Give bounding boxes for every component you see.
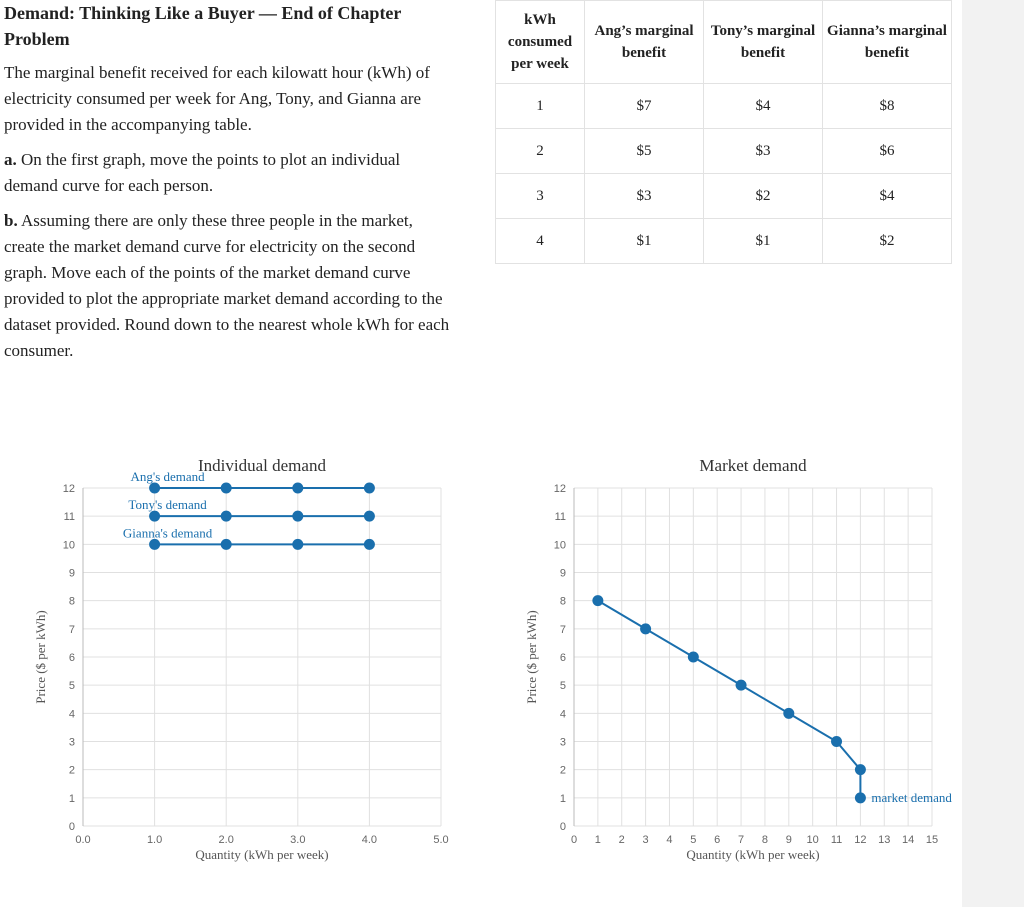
x-tick-label: 13 (878, 834, 891, 846)
x-tick-label: 3.0 (290, 834, 306, 846)
table-cell: 4 (496, 219, 585, 264)
table-cell: $2 (704, 174, 823, 219)
y-tick-label: 3 (559, 736, 566, 749)
y-axis-label: Price ($ per kWh) (524, 610, 539, 704)
gridlines (574, 488, 932, 826)
draggable-point[interactable] (855, 792, 866, 803)
x-tick-label: 2.0 (218, 834, 234, 846)
y-tick-label: 2 (559, 764, 566, 777)
problem-intro: The marginal benefit received for each kilowatt hour (kWh) of electricity consumed per week for Ang, Tony, and Gianna are provided in the accompanying table. (4, 63, 430, 134)
x-tick-label: 7 (738, 834, 745, 846)
x-tick-label: 0.0 (75, 834, 91, 846)
y-tick-label: 7 (68, 623, 75, 636)
table-cell: $7 (585, 84, 704, 129)
y-tick-label: 4 (559, 708, 566, 721)
x-tick-label: 1.0 (146, 834, 163, 846)
x-tick-label: 15 (925, 834, 939, 846)
table-cell: 3 (496, 174, 585, 219)
chart-title: Market demand (699, 456, 807, 475)
y-tick-label: 11 (63, 511, 75, 524)
x-tick-label: 1 (594, 834, 601, 846)
y-tick-label: 3 (68, 736, 75, 749)
x-tick-label: 11 (830, 834, 843, 846)
draggable-point[interactable] (736, 680, 747, 691)
x-tick-label: 4 (666, 834, 673, 846)
table-cell: $8 (823, 84, 952, 129)
y-tick-label: 2 (68, 764, 75, 777)
y-tick-label: 1 (68, 792, 75, 805)
table-cell: $3 (704, 129, 823, 174)
x-tick-label: 0 (570, 834, 578, 846)
y-tick-label: 0 (68, 821, 75, 833)
y-tick-label: 9 (559, 567, 566, 580)
right-sidebar (962, 0, 1024, 907)
table-cell: $4 (704, 84, 823, 129)
col-header-kwh: kWh consumed per week (496, 1, 585, 84)
y-tick-label: 12 (553, 483, 566, 495)
col-header-ang: Ang’s marginal benefit (585, 1, 704, 84)
y-tick-label: 6 (559, 652, 566, 664)
part-b-label: b. (4, 211, 18, 230)
y-axis-label: Price ($ per kWh) (33, 610, 48, 704)
series-label: Ang's demand (130, 469, 205, 484)
y-tick-label: 1 (559, 792, 566, 805)
table-cell: 2 (496, 129, 585, 174)
y-tick-label: 10 (62, 539, 75, 552)
x-tick-label: 5.0 (433, 834, 449, 846)
draggable-point[interactable] (831, 736, 842, 747)
draggable-point[interactable] (592, 595, 603, 606)
y-tick-label: 8 (559, 595, 566, 608)
y-tick-label: 7 (559, 623, 566, 636)
draggable-point[interactable] (855, 764, 866, 775)
problem-title: Demand: Thinking Like a Buyer — End of Chapter Problem (4, 3, 402, 49)
draggable-point[interactable] (640, 623, 651, 634)
y-tick-label: 5 (559, 680, 566, 693)
y-tick-label: 9 (68, 567, 75, 580)
x-tick-label: 10 (806, 834, 819, 846)
chart-title: Individual demand (198, 456, 326, 475)
draggable-point[interactable] (688, 652, 699, 663)
y-tick-label: 6 (68, 652, 75, 664)
series-line (598, 601, 861, 798)
col-header-tony: Tony’s marginal benefit (704, 1, 823, 84)
table-cell: $2 (823, 219, 952, 264)
part-b-text: Assuming there are only these three people in the market, create the market demand curve for electricity on the second graph. Move each of the points of the market demand curve provided to plot the appropriate market demand according to the dataset provided. Round down to the nearest whole kWh for each consumer. (4, 211, 450, 360)
x-tick-label: 2 (618, 834, 625, 846)
x-tick-label: 9 (785, 834, 792, 846)
series-label: market demand (871, 789, 952, 805)
y-tick-label: 11 (554, 511, 566, 524)
x-tick-label: 6 (714, 834, 721, 846)
y-tick-label: 8 (68, 595, 75, 608)
series-label: Tony's demand (128, 497, 207, 513)
table-cell: $5 (585, 129, 704, 174)
draggable-point[interactable] (783, 708, 794, 719)
x-tick-label: 8 (761, 834, 768, 846)
y-tick-label: 12 (62, 483, 75, 495)
table-cell: $4 (823, 174, 952, 219)
series-label: Gianna's demand (122, 525, 213, 541)
x-axis-label: Quantity (kWh per week) (195, 847, 329, 862)
x-tick-label: 3 (642, 834, 649, 846)
y-tick-label: 4 (68, 708, 75, 721)
table-cell: $1 (585, 219, 704, 264)
part-a-text: On the first graph, move the points to plot an individual demand curve for each person. (4, 150, 401, 195)
x-axis-label: Quantity (kWh per week) (686, 847, 820, 862)
x-tick-label: 14 (902, 834, 915, 846)
table-cell: $3 (585, 174, 704, 219)
x-tick-label: 5 (690, 834, 697, 846)
table-cell: 1 (496, 84, 585, 129)
table-cell: $6 (823, 129, 952, 174)
part-a-label: a. (4, 150, 17, 169)
table-cell: $1 (704, 219, 823, 264)
x-tick-label: 4.0 (361, 834, 378, 846)
y-tick-label: 0 (559, 821, 566, 833)
col-header-gianna: Gianna’s marginal benefit (823, 1, 952, 84)
y-tick-label: 5 (68, 680, 75, 693)
x-tick-label: 12 (854, 834, 867, 846)
y-tick-label: 10 (553, 539, 566, 552)
